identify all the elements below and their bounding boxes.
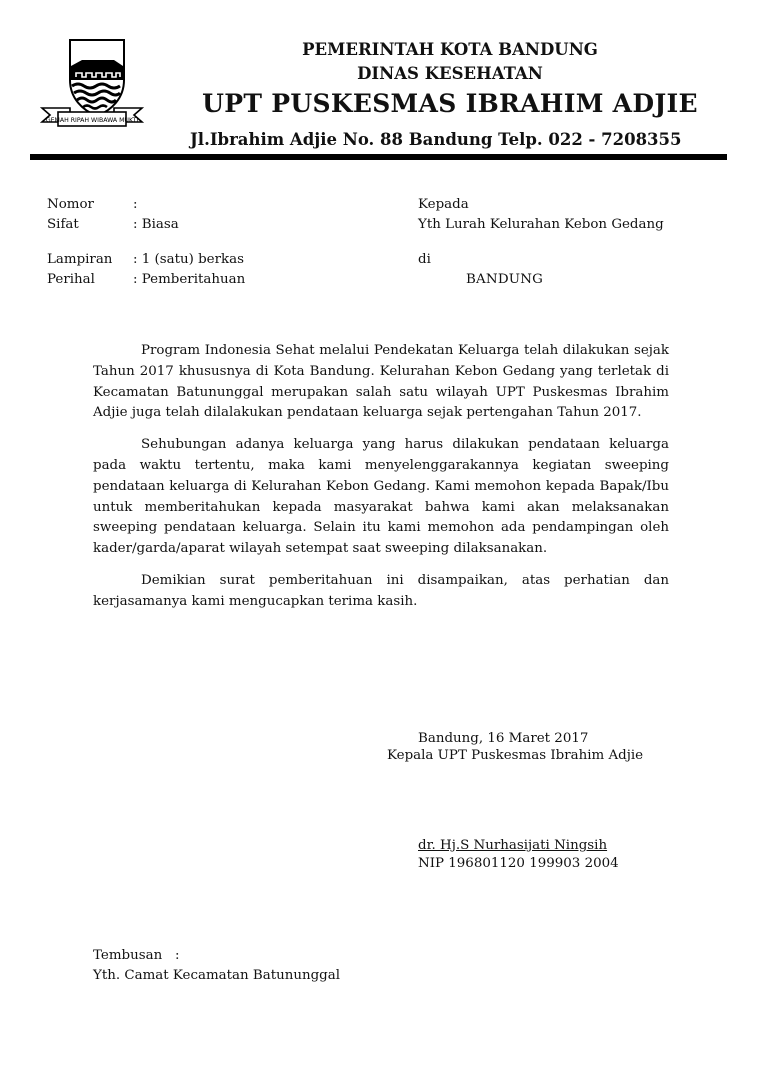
institution-name: UPT PUSKESMAS IBRAHIM ADJIE [202, 89, 698, 118]
signatory-name: dr. Hj.S Nurhasijati Ningsih [418, 838, 608, 853]
signatory-nip: NIP 196801120 199903 2004 [418, 856, 619, 871]
signature-position: Kepala UPT Puskesmas Ibrahim Adjie [387, 748, 644, 763]
meta-label: Perihal [47, 271, 95, 287]
recipient-at: di [418, 252, 431, 267]
letter-body [93, 341, 669, 624]
bandung-emblem-icon [38, 36, 146, 130]
meta-label: Sifat [47, 216, 79, 232]
meta-value: : [133, 197, 138, 212]
meta-label: Nomor [47, 197, 94, 212]
cc-recipient: Yth. Camat Kecamatan Batununggal [93, 968, 340, 983]
meta-row-nomor [47, 195, 245, 215]
meta-row-sifat [47, 215, 245, 235]
cc-label: Tembusan : [93, 948, 180, 963]
meta-label: Lampiran [47, 252, 113, 267]
city-emblem-logo [38, 36, 146, 130]
recipient-to: Kepada [418, 197, 469, 212]
meta-value: : 1 (satu) berkas [133, 252, 244, 267]
meta-value: : Biasa [133, 216, 179, 232]
government-name: PEMERINTAH KOTA BANDUNG [302, 40, 598, 59]
recipient-block [418, 195, 664, 289]
body-paragraph: Program Indonesia Sehat melalui Pendekatan Keluarga telah dilakukan sejak Tahun 2017 khususnya di Kota Bandung. Kelurahan Kebon Gedang yang terletak di Kecamatan Batununggal merupakan salah satu wilayah UPT Puskesmas Ibrahim Adjie juga telah dilalakukan pendataan keluarga sejak pertengahan Tahun 2017. [93, 343, 669, 421]
meta-row-lampiran [47, 250, 245, 270]
meta-row-perihal [47, 270, 245, 290]
body-paragraph: Sehubungan adanya keluarga yang harus dilakukan pendataan keluarga pada waktu tertentu, maka kami menyelenggarakannya kegiatan sweeping pendataan keluarga di Kelurahan Kebon Gedang. Kami memohon kepada Bapak/Ibu untuk memberitahukan kepada masyarakat bahwa kami akan melaksanakan sweeping pendataan keluarga. Selain itu kami memohon ada pendampingan oleh kader/garda/aparat wilayah setempat saat sweeping dilaksanakan. [93, 437, 669, 557]
signature-place-date: Bandung, 16 Maret 2017 [418, 731, 589, 746]
svg-text:GEMAH RIPAH WIBAWA MUKTI: GEMAH RIPAH WIBAWA MUKTI [45, 117, 139, 124]
recipient-city: BANDUNG [466, 271, 544, 287]
meta-value: : Pemberitahuan [133, 271, 246, 287]
institution-address: Jl.Ibrahim Adjie No. 88 Bandung Telp. 022 - 7208355 [190, 130, 682, 149]
carbon-copy-block [93, 946, 340, 986]
letterhead [180, 38, 720, 122]
department-name: DINAS KESEHATAN [357, 64, 543, 83]
letterhead-divider [30, 154, 727, 160]
body-paragraph: Demikian surat pemberitahuan ini disampaikan, atas perhatian dan kerjasamanya kami mengucapkan terima kasih. [93, 572, 669, 609]
recipient-name: Yth Lurah Kelurahan Kebon Gedang [418, 216, 664, 232]
letter-meta [47, 195, 245, 289]
